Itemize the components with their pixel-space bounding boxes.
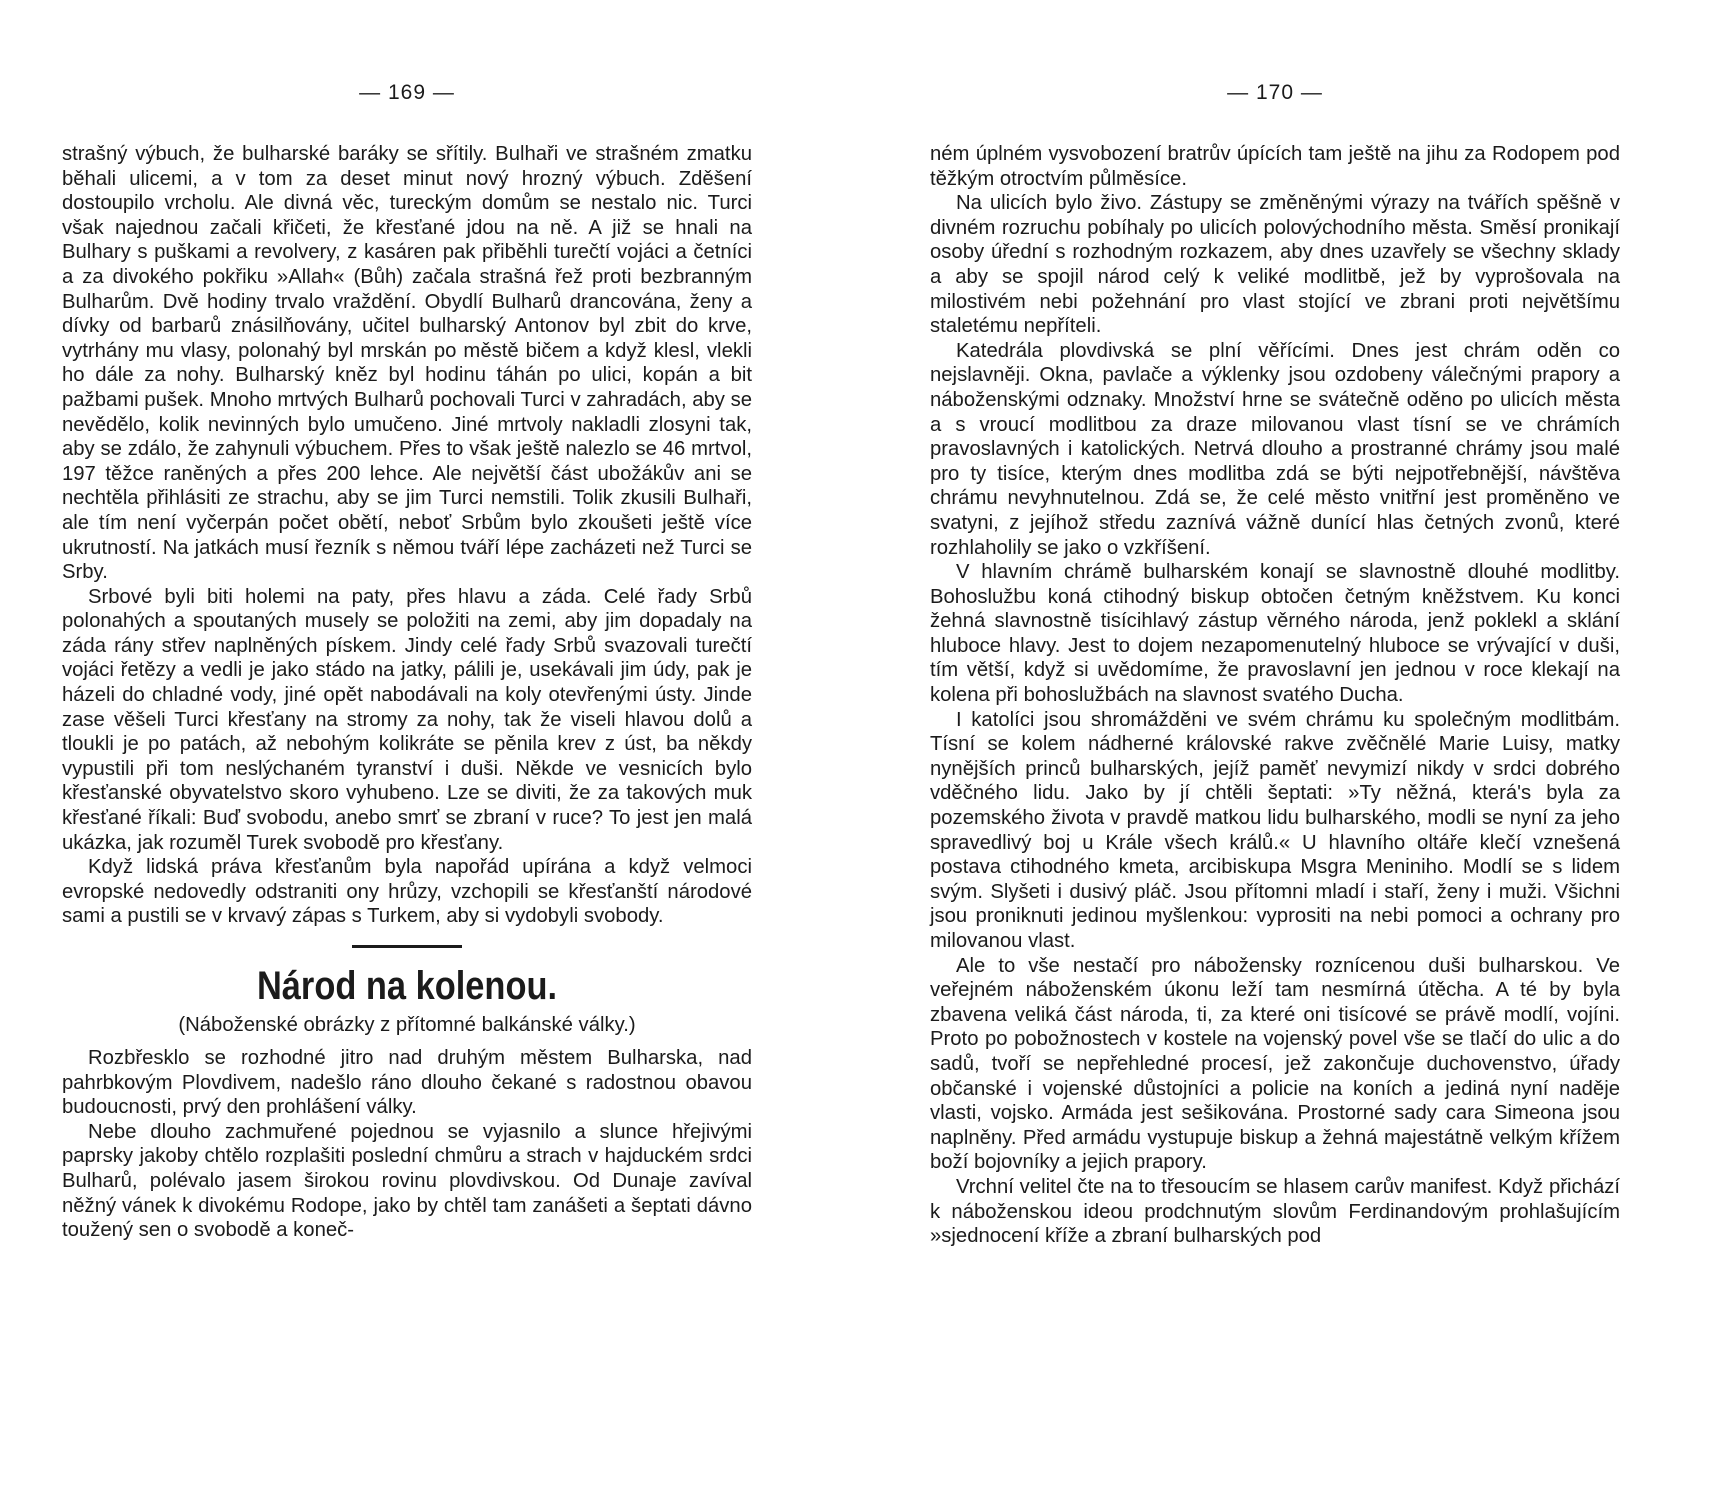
paragraph: Vrchní velitel čte na to třesoucím se hlasem carův manifest. Když přichází k náboženskou ideou prodchnutým slovům Ferdinandovým prohlašujícím »sjednocení kříže a zbraní bulharských pod	[930, 1175, 1620, 1248]
paragraph: Nebe dlouho zachmuřené pojednou se vyjasnilo a slunce hřejivými paprsky jakoby chtělo rozplašiti poslední chmůru a strach v hajduckém srdci Bulharů, polévalo jasem širokou rovinu plovdivskou. Od Dunaje zavíval něžný vánek k divokému Rodope, jako by chtěl tam zanášeti a šeptati dávno toužený sen o svobodě a koneč-	[62, 1120, 752, 1242]
paragraph: Katedrála plovdivská se plní věřícími. Dnes jest chrám oděn co nejslavněji. Okna, pavlače a výklenky jsou ozdobeny válečnými prapory a náboženskými odznaky. Množství hrne se svátečně oděno po ulicích města a s vroucí modlitbou za draze milovanou vlast tísní se ve chrámích pravoslavných i katolických. Netrvá dlouho a prostranné chrámy jsou malé pro ty tisíce, kterým dnes modlitba zdá se býti nejpotřebnější, návštěva chrámu nevyhnutelnou. Zdá se, že celé město vnitřní jest proměněno ve svatyni, z jejíhož středu zaznívá vážně dunící hlas četných zvonů, které rozhlaholily se jako o vzkříšení.	[930, 339, 1620, 559]
page-number: — 170 —	[1227, 81, 1323, 104]
paragraph: ném úplném vysvobození bratrův úpících tam ještě na jihu za Rodopem pod těžkým otroctvím půlměsíce.	[930, 143, 1620, 190]
section-heading: Národ na kolenou.	[256, 964, 558, 1008]
section-divider	[352, 945, 462, 948]
paragraph: Srbové byli biti holemi na paty, přes hlavu a záda. Celé řady Srbů polonahých a spoutaných musely se položiti na zemi, aby jim dopadaly na záda rány střev naplněných pískem. Jindy celé řady Srbů svazovali turečtí vojáci řetězy a vedli je jako stádo na jatky, pálili je, usekávali jim údy, pak je házeli do chladné vody, jiné opět nabodávali na koly otevřenými ústy. Jinde zase věšeli Turci křesťany na stromy za nohy, tak že viseli hlavou dolů a tloukli je po patách, až nebohým kolikráte se pěnila krev z úst, ba někdy vypustili při tom neslýchaném tyranství i duši. Někde ve vesnicích bylo křesťanské obyvatelstvo skoro vyhubeno. Lze se diviti, že za takových muk křesťané říkali: Buď svobodu, anebo smrť se zbraní v ruce? To jest jen malá ukázka, jak rozuměl Turek svobodě pro křesťany.	[62, 585, 752, 854]
paragraph: V hlavním chrámě bulharském konají se slavnostně dlouhé modlitby. Bohoslužbu koná ctihodný biskup obtočen četným kněžstvem. Ku konci žehná slavnostně tisícihlavý zástup věrného národa, jenž poklekl a sklání hluboce hlavy. Jest to dojem nezapomenutelný hluboce se vrývající v duši, tím větší, když si uvědomíme, že pravoslavní jen jednou v roce klekají na kolena při bohoslužbách na slavnost svatého Ducha.	[930, 561, 1620, 707]
page-body	[930, 142, 1620, 1249]
paragraph: strašný výbuch, že bulharské baráky se sřítily. Bulhaři ve strašném zmatku běhali ulicemi, a v tom za deset minut nový hrozný výbuch. Zděšení dostoupilo vrcholu. Ale divná věc, tureckým domům se nestalo nic. Turci však najednou začali křičeti, že křesťané jdou na ně. A již se hnali na Bulhary s puškami a revolvery, z kasáren pak přiběhli turečtí vojáci a četníci a za divokého pokřiku »Allah« (Bůh) začala strašná řež proti bezbranným Bulharům. Dvě hodiny trvalo vraždění. Obydlí Bulharů drancována, ženy a dívky od barbarů znásilňovány, učitel bulharský Antonov byl zbit do krve, vytrhány mu vlasy, polonahý byl mrskán po městě bičem a když klesl, vlekli ho dále za nohy. Bulharský kněz byl hodinu táhán po ulici, kopán a bit pažbami pušek. Mnoho mrtvých Bulharů pochovali Turci v zahradách, aby se nevědělo, kolik nevinných bylo umučeno. Jiné mrtvoly nakladli zlosyni tak, aby se zdálo, že zahynuli výbuchem. Přes to však ještě nalezlo se 46 mrtvol, 197 těžce raněných a přes 200 lehce. Ale největší část ubožákův ani se nechtěla přihlásiti ze strachu, aby se jim Turci nemstili. Tolik zkusili Bulhaři, ale tím není vyčerpán počet obětí, neboť Srbům bylo zkoušeti ještě více ukrutností. Na jatkách musí řezník s němou tváří lépe zacházeti než Turci se Srby.	[62, 143, 752, 584]
paragraph: I katolíci jsou shromážděni ve svém chrámu ku společným modlitbám. Tísní se kolem nádherné královské rakve zvěčnělé Marie Luisy, matky nynějších princů bulharských, jejíž paměť nevymizí nikdy v srdci dobrého vděčného lidu. Jako by jí chtěli šeptati: »Ty něžná, která's byla za pozemského života v pravdě matkou lidu bulharského, modli se nyní za jeho spravedlivý boj u Krále všech králů.« U hlavního oltáře klečí vznešená postava ctihodného kmeta, arcibiskupa Msgra Meniniho. Modlí se s lidem svým. Slyšeti i dusivý pláč. Jsou přítomni mladí i staří, ženy i muži. Všichni jsou proniknuti jedinou myšlenkou: vyprositi na nebi pomoci a ochrany pro milovanou vlast.	[930, 708, 1620, 952]
left-page	[62, 0, 752, 1243]
paragraph: Rozbřesklo se rozhodné jitro nad druhým městem Bulharska, nad pahrbkovým Plovdivem, nadešlo ráno dlouho čekané s radostnou obavou budoucnosti, prvý den prohlášení války.	[62, 1047, 752, 1119]
paragraph: Na ulicích bylo živo. Zástupy se změněnými výrazy na tvářích spěšně v divném rozruchu pobíhaly po ulicích polovýchodního města. Směsí pronikají osoby úřední s rozhodným rozkazem, aby dnes uzavřely se všechny sklady a aby se spojil národ celý k veliké modlitbě, jež by vyprošovala na milostivém nebi požehnání pro vlast stojící ve zbrani proti největšímu staletému nepříteli.	[930, 192, 1620, 338]
right-page	[930, 0, 1620, 1249]
section-subheading: (Náboženské obrázky z přítomné balkánské války.)	[178, 1014, 636, 1036]
page-body	[62, 142, 752, 1243]
paragraph: Ale to vše nestačí pro nábožensky roznícenou duši bulharskou. Ve veřejném náboženském úkonu leží tam nesmírná útěcha. A té by byla zbavena veliká část národa, ti, za které oni tisícové se právě modlí, vojíni. Proto po pobožnostech v kostele na vojenský povel vše se tlačí do ulic a do sadů, tvoří se nepřehledné procesí, jež zakončuje duchovenstvo, úřady občanské i vojenské důstojníci a policie na koních a jediná nyní naděje vlasti, vojsko. Armáda jest sešikována. Prostorné sady cara Simeona jsou naplněny. Před armádu vystupuje biskup a žehná majestátně velkým křížem boží bojovníky a jejich prapory.	[930, 954, 1620, 1174]
paragraph: Když lidská práva křesťanům byla napořád upírána a když velmoci evropské nedovedly odstraniti ony hrůzy, vzchopili se křesťanští národové sami a pustili se v krvavý zápas s Turkem, aby si vydobyli svobody.	[62, 856, 752, 928]
page-number: — 169 —	[359, 81, 455, 104]
